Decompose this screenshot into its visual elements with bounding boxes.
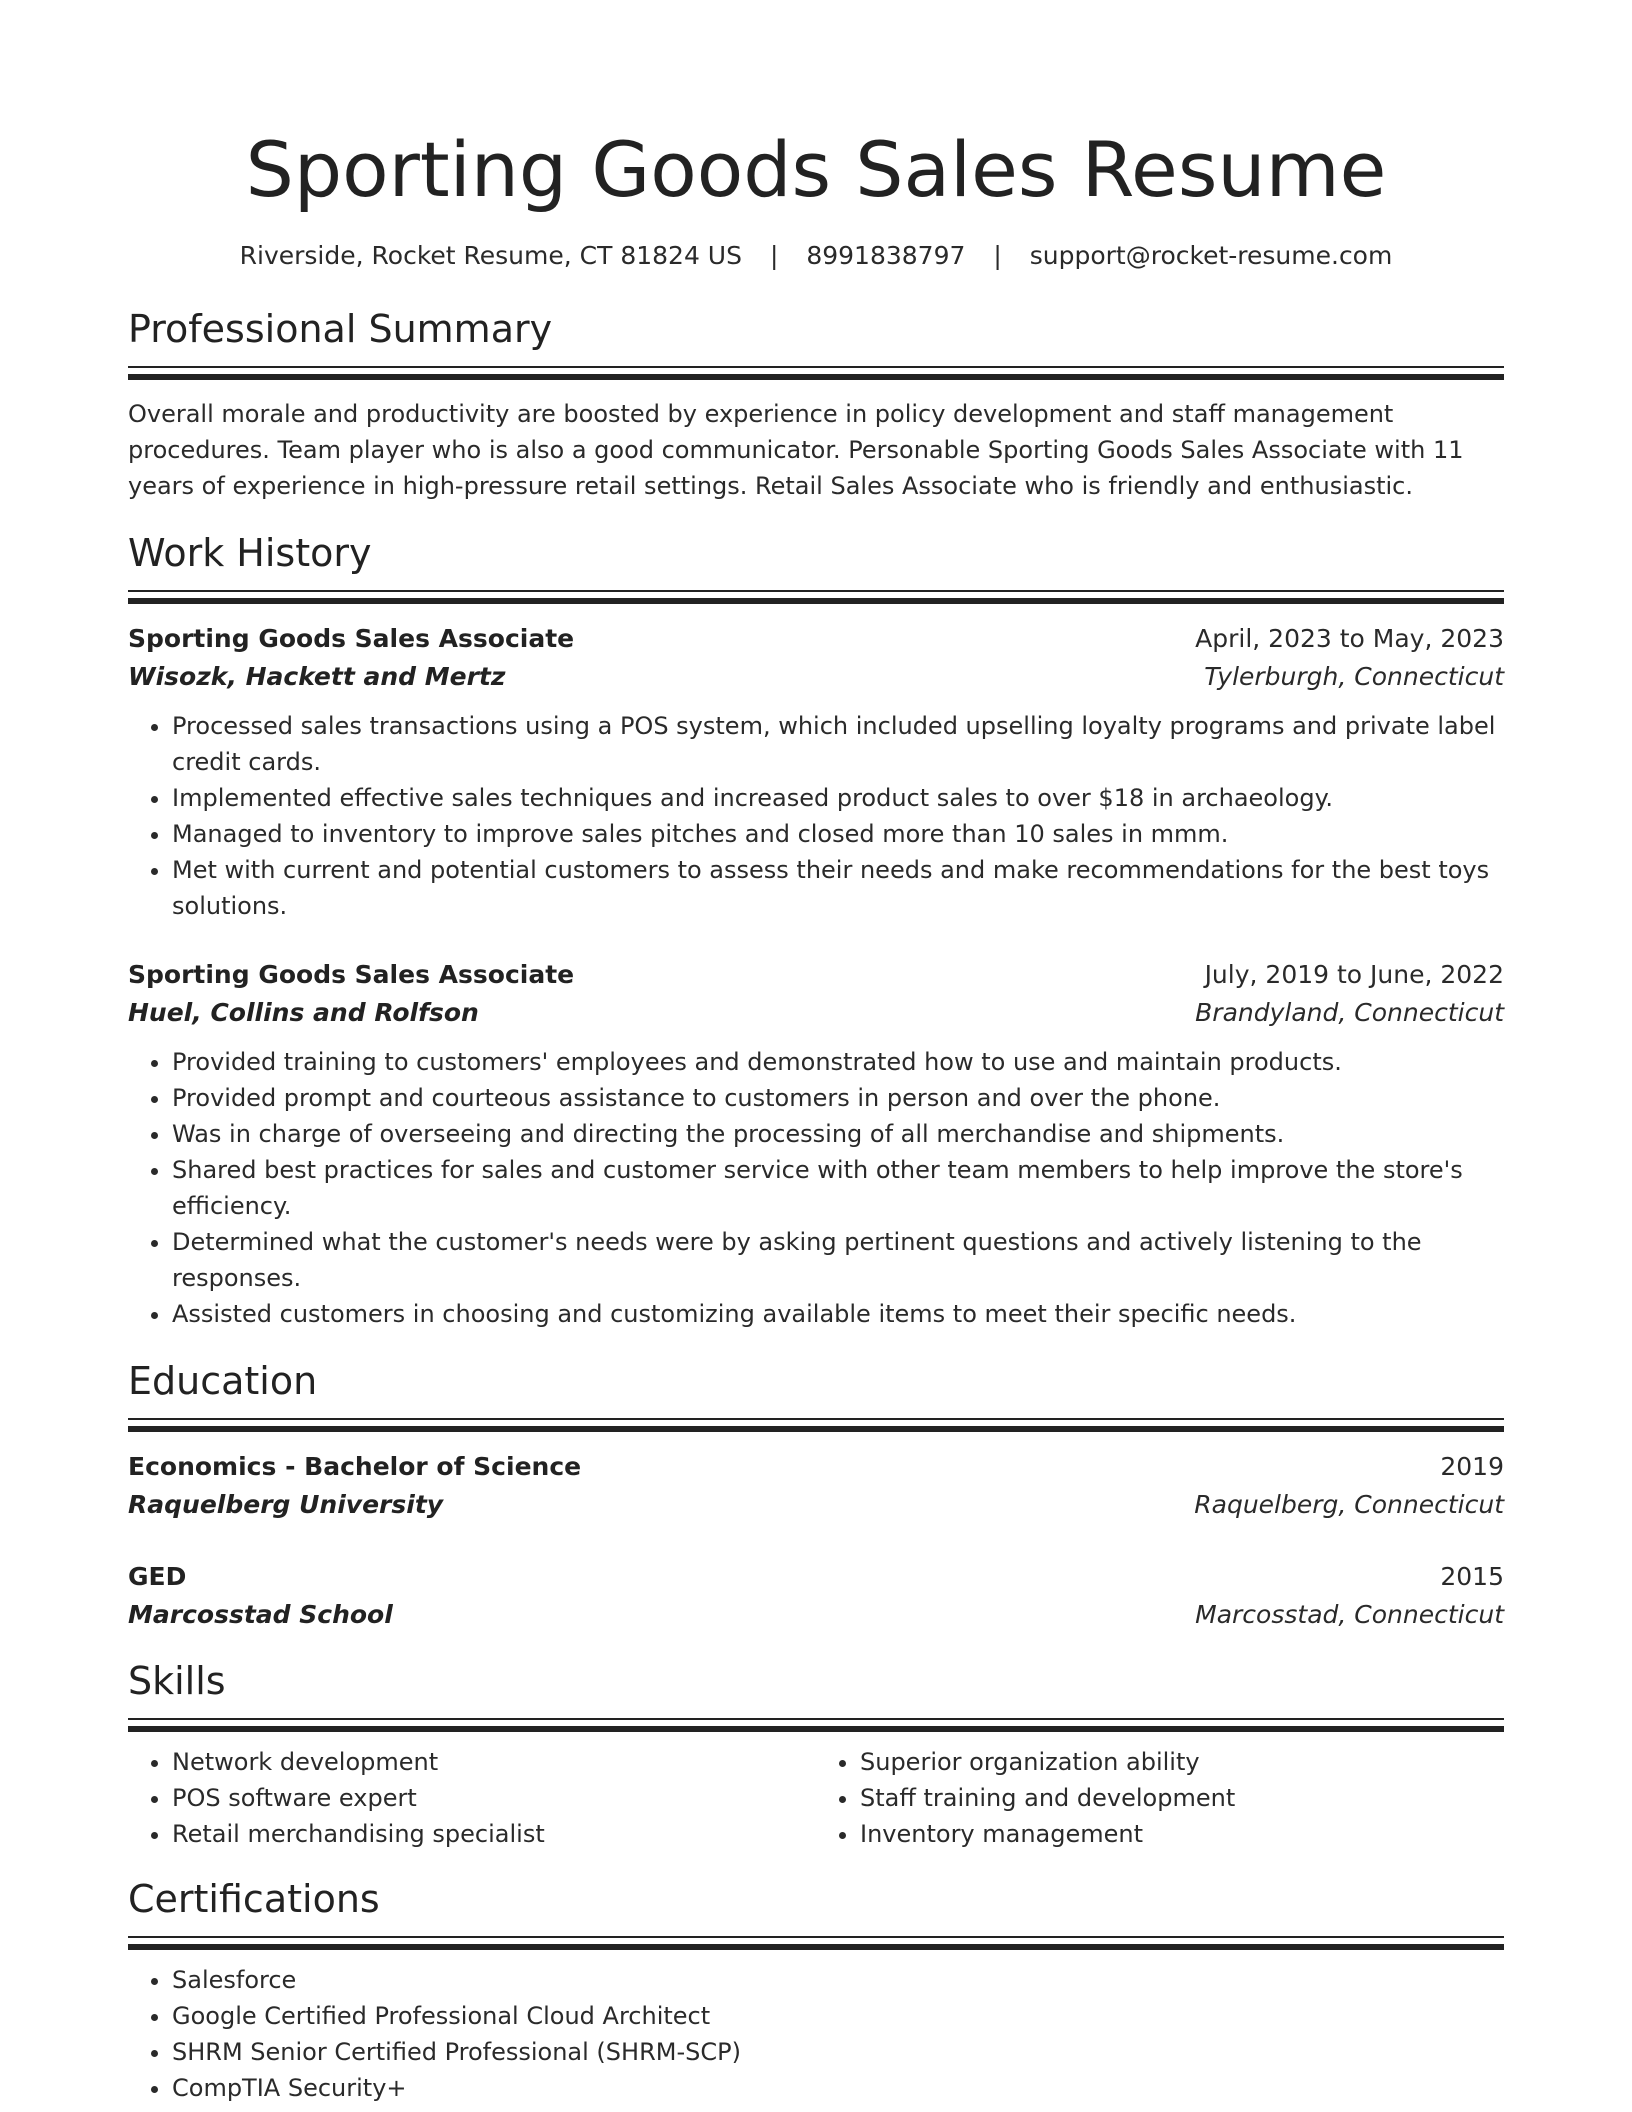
education-degree: GED (128, 1562, 187, 1591)
job-location: Tylerburgh, Connecticut (1204, 662, 1504, 691)
list-item: • Retail merchandising specialist (172, 1816, 816, 1852)
job-location: Brandyland, Connecticut (1195, 998, 1504, 1027)
education-entry (128, 1448, 1504, 1524)
skills-list-left (128, 1744, 816, 1852)
list-item: • Network development (172, 1744, 816, 1780)
list-item: • Provided prompt and courteous assistance to customers in person and over the phone. (172, 1080, 1504, 1116)
section-divider (128, 1718, 1504, 1732)
list-item: • POS software expert (172, 1780, 816, 1816)
education-entry (128, 1558, 1504, 1634)
section-title-certifications: Certifications (128, 1877, 380, 1921)
job-dates: April, 2023 to May, 2023 (1195, 624, 1504, 653)
section-title-education: Education (128, 1359, 318, 1403)
list-item: • Implemented effective sales techniques and increased product sales to over $18 in archaeology. (172, 780, 1504, 816)
list-item: • Provided training to customers' employees and demonstrated how to use and maintain products. (172, 1044, 1504, 1080)
list-item: • SHRM Senior Certified Professional (SHRM-SCP) (172, 2034, 1504, 2070)
job-bullets (128, 1044, 1504, 1332)
resume-title: Sporting Goods Sales Resume (245, 125, 1387, 214)
section-divider (128, 366, 1504, 380)
education-subheader (128, 1486, 1504, 1524)
job-dates: July, 2019 to June, 2022 (1204, 960, 1504, 989)
list-item: • Google Certified Professional Cloud Architect (172, 1998, 1504, 2034)
resume-page (128, 0, 1504, 2106)
job-company: Wisozk, Hackett and Mertz (128, 662, 506, 691)
education-subheader (128, 1596, 1504, 1634)
education-section (128, 1356, 1504, 1634)
education-school: Marcosstad School (128, 1600, 393, 1629)
education-header (128, 1558, 1504, 1596)
job-entry (128, 620, 1504, 924)
list-item: • CompTIA Security+ (172, 2070, 1504, 2106)
skills-grid (128, 1744, 1504, 1852)
certifications-list (128, 1962, 1504, 2106)
education-location: Marcosstad, Connecticut (1195, 1600, 1504, 1629)
section-title-summary: Professional Summary (128, 307, 553, 351)
list-item: • Superior organization ability (860, 1744, 1504, 1780)
contact-line (128, 238, 1504, 274)
education-header (128, 1448, 1504, 1486)
job-subheader (128, 994, 1504, 1032)
job-title: Sporting Goods Sales Associate (128, 960, 575, 989)
list-item: • Inventory management (860, 1816, 1504, 1852)
skills-section (128, 1656, 1504, 1852)
contact-address: Riverside, Rocket Resume, CT 81824 US (239, 241, 742, 270)
work-section (128, 528, 1504, 1332)
list-item: • Managed to inventory to improve sales pitches and closed more than 10 sales in mmm. (172, 816, 1504, 852)
certifications-section (128, 1874, 1504, 2106)
section-title-skills: Skills (128, 1659, 226, 1703)
section-divider (128, 1418, 1504, 1432)
education-year: 2019 (1440, 1452, 1504, 1481)
skills-list-right (816, 1744, 1504, 1852)
summary-text: Overall morale and productivity are boosted by experience in policy development and staff management procedures. Team player who is also a good communicator. Personable Sporting Goods Sales Associate with 11 years of experience in high-pressure retail settings. Retail Sales Associate who is friendly and enthusiastic. (128, 400, 1464, 500)
contact-phone: 8991838797 (806, 241, 966, 270)
section-divider (128, 590, 1504, 604)
education-year: 2015 (1440, 1562, 1504, 1591)
list-item: • Assisted customers in choosing and customizing available items to meet their specific needs. (172, 1296, 1504, 1332)
job-header (128, 620, 1504, 658)
job-entry (128, 956, 1504, 1332)
list-item: • Salesforce (172, 1962, 1504, 1998)
list-item: • Processed sales transactions using a POS system, which included upselling loyalty programs and private label credit cards. (172, 708, 1504, 780)
summary-section (128, 304, 1504, 504)
list-item: • Shared best practices for sales and customer service with other team members to help improve the store's efficiency. (172, 1152, 1504, 1224)
job-subheader (128, 658, 1504, 696)
list-item: • Was in charge of overseeing and directing the processing of all merchandise and shipments. (172, 1116, 1504, 1152)
contact-separator: | (769, 241, 779, 270)
contact-email: support@rocket-resume.com (1029, 241, 1393, 270)
contact-separator: | (993, 241, 1002, 270)
section-divider (128, 1936, 1504, 1950)
job-bullets (128, 708, 1504, 924)
education-location: Raquelberg, Connecticut (1194, 1490, 1504, 1519)
section-title-work: Work History (128, 531, 372, 575)
job-company: Huel, Collins and Rolfson (128, 998, 479, 1027)
list-item: • Staff training and development (860, 1780, 1504, 1816)
job-header (128, 956, 1504, 994)
job-title: Sporting Goods Sales Associate (128, 624, 575, 653)
list-item: • Determined what the customer's needs were by asking pertinent questions and actively listening to the responses. (172, 1224, 1504, 1296)
education-school: Raquelberg University (128, 1490, 444, 1519)
education-degree: Economics - Bachelor of Science (128, 1452, 582, 1481)
list-item: • Met with current and potential customers to assess their needs and make recommendations for the best toys solutions. (172, 852, 1504, 924)
